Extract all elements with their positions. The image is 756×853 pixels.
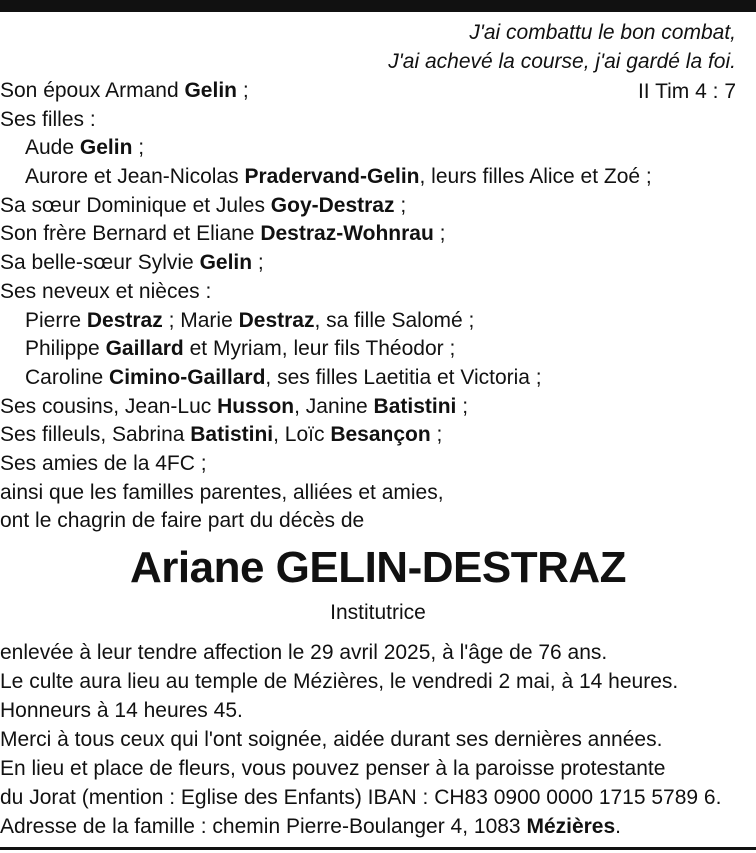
closing_lines-line — [0, 812, 756, 841]
text-segment: ; — [252, 251, 264, 275]
family_lines-line — [0, 134, 640, 163]
text-segment: En lieu et place de fleurs, vous pouvez penser à la paroisse protestante — [0, 757, 666, 780]
family_lines-line — [0, 163, 652, 192]
closing_lines-line — [0, 696, 756, 725]
family_lines-line — [0, 192, 640, 221]
text-segment: Ses cousins, Jean-Luc — [0, 394, 218, 418]
text-segment: Le culte aura lieu au temple de Mézières, le vendredi 2 mai, à 14 heures. — [0, 670, 679, 693]
deceased-name: Ariane GELIN-DESTRAZ — [129, 543, 627, 592]
text-segment: ; — [433, 222, 446, 246]
surname: Husson — [217, 394, 295, 418]
family_lines-line — [0, 220, 640, 249]
bottom-border-rule — [0, 847, 756, 850]
family_lines-line — [0, 77, 640, 106]
text-segment: . — [615, 815, 622, 838]
text-segment: Ses neveux et nièces : — [0, 279, 212, 303]
text-segment: ; — [236, 79, 249, 102]
family_lines-line — [0, 278, 640, 307]
surname: Gelin — [199, 251, 253, 275]
epigraph-line: J'ai combattu le bon combat, — [469, 21, 736, 44]
surname: Batistini — [190, 423, 274, 447]
epigraph-quote — [388, 18, 736, 76]
surname: Gelin — [79, 136, 133, 160]
family_lines-line — [0, 106, 640, 135]
closing_lines-line — [0, 638, 756, 667]
family_lines-line — [0, 364, 640, 393]
text-segment: ainsi que les familles parentes, alliées et amies, — [0, 480, 444, 504]
text-segment: Ses filles : — [0, 107, 96, 131]
family_lines-line — [0, 307, 640, 336]
closing-text — [0, 638, 756, 841]
closing_lines-line — [0, 783, 756, 812]
family_lines-line — [0, 450, 640, 479]
surname: Batistini — [373, 394, 457, 418]
text-segment: ; — [132, 136, 145, 160]
epigraph-line: J'ai achevé la course, j'ai gardé la foi. — [388, 50, 736, 73]
text-segment: et Myriam, leur fils Théodor ; — [183, 337, 456, 361]
bible-reference: II Tim 4 : 7 — [637, 80, 736, 103]
text-segment: , Janine — [294, 394, 374, 418]
text-segment: Ses filleuls, Sabrina — [0, 423, 191, 447]
text-segment: , ses filles Laetitia et Victoria ; — [265, 365, 542, 389]
family_lines-line — [0, 479, 640, 508]
family-list — [0, 77, 652, 536]
text-segment: Adresse de la famille : chemin Pierre-Boulanger 4, 1083 — [0, 815, 527, 838]
text-segment: Son époux Armand — [0, 79, 185, 102]
deceased-profession: Institutrice — [330, 601, 426, 624]
text-segment: ; — [456, 394, 469, 418]
text-segment: Merci à tous ceux qui l'ont soignée, aidée durant ses dernières années. — [0, 728, 663, 751]
family_lines-line — [0, 335, 640, 364]
family_lines-line — [0, 421, 640, 450]
text-segment: ; — [394, 193, 407, 217]
text-segment: , sa fille Salomé ; — [314, 308, 475, 332]
text-segment: enlevée à leur tendre affection le 29 avril 2025, à l'âge de 76 ans. — [0, 641, 608, 664]
surname: Gelin — [184, 79, 237, 102]
top-border-rule — [0, 0, 756, 12]
family_lines-line — [0, 393, 640, 422]
text-segment: ; — [430, 423, 443, 447]
text-segment: Son frère Bernard et Eliane — [0, 222, 261, 246]
family_lines-line — [0, 507, 640, 536]
surname: Cimino-Gaillard — [109, 365, 266, 389]
surname: Besançon — [330, 423, 431, 447]
text-segment: ont le chagrin de faire part du décès de — [0, 509, 365, 533]
surname: Destraz — [86, 308, 163, 332]
text-segment: du Jorat (mention : Eglise des Enfants) IBAN : CH83 0900 0000 1715 5789 6. — [0, 786, 722, 809]
text-segment: Honneurs à 14 heures 45. — [0, 699, 243, 722]
surname: Destraz-Wohnrau — [260, 222, 434, 246]
text-segment: Ses amies de la 4FC ; — [0, 451, 207, 475]
closing_lines-line — [0, 754, 756, 783]
surname: Goy-Destraz — [270, 193, 395, 217]
closing_lines-line — [0, 725, 756, 754]
surname: Destraz — [238, 308, 315, 332]
text-segment: Philippe — [25, 337, 106, 361]
text-segment: Pierre — [25, 308, 87, 332]
text-segment: ; Marie — [162, 308, 239, 332]
family_lines-line — [0, 249, 640, 278]
text-segment: Caroline — [25, 365, 110, 389]
text-segment: , Loïc — [273, 423, 331, 447]
text-segment: Sa sœur Dominique et Jules — [0, 193, 271, 217]
closing_lines-line — [0, 667, 756, 696]
surname: Pradervand-Gelin — [244, 165, 420, 189]
text-segment: Aude — [25, 136, 80, 160]
text-segment: Aurore et Jean-Nicolas — [25, 165, 245, 189]
text-segment: Sa belle-sœur Sylvie — [0, 251, 200, 275]
surname: Mézières — [526, 815, 616, 838]
text-segment: , leurs filles Alice et Zoé ; — [419, 165, 652, 189]
surname: Gaillard — [105, 337, 184, 361]
